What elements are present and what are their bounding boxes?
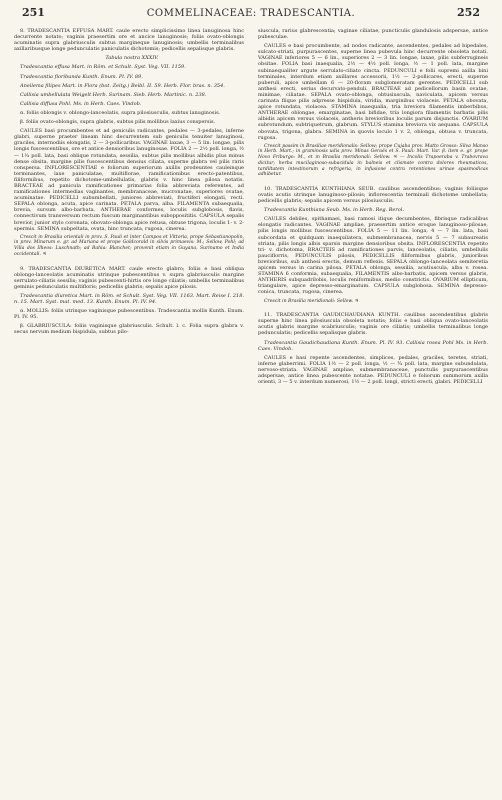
continued-text: siuscula, rarius glabrescentia; vaginae ciliatae, puncticulis glandulosis adspersae, antice pubesculae. — [258, 28, 488, 41]
description: CAULES e basi repente ascendentes, simplices, pedales, graciles, teretes, striati, inferne glaberrimi. FOLIA 1½ — 2 poll. longa, ½ — ¾ poll. lata, margine subundulata, nervoso-striata. VAGINAE ampliae, submembranaceae, punctulis purpurascentibus adspersae, antice linea pubescente notatae. PEDUNCULI e foliorum summorum axilla orienti, 3 — 5 v. interdum numerosi, 1½ — 2 poll. longi, stricti erecti, glabri. PEDICELLI — [258, 354, 488, 386]
description: CAULES e basi procumbente, ad nodos radicante, ascendentes, pedales ad bipedales, sulcato-striati, purpurascentes, superne linea pubevula hinc decurrente obsoleta notati. VAGINAE inferiores 5 — 6 lin., superiores 2 — 3 lin. longae, laxae, pilis subferrugineis obsitae. FOLIA basi inaequalia, 2½ — 4½ poll. longa, ½ — 1 poll. lata, margine subinaequaliter argute serrulato-ciliato cincta. PEDUNCULI e folii supremi axilla bini terminales, interdum etiam axillares accessorii, 1½ — 2-pollicares, erecti, superne puberuli, apice umbellam 6 — 20-floram subglomeratam gerentes. PEDICELLI sub anthesi erecti, serius decurvato-penduli. BRACTEAE ad pedicellorum basin ovatae, minimae, ciliatae. SEPALA ovato-oblonga, obtusiuscula, naviculata, apicem versus carinata flique pilis adpresse hispidula, viridia, marginibus violaceis. PETALA obovata, apice rotundata, violacea. STAMINA inaequalia, tria breviora filamentis imberbibus, ANTHERAE oblongae, emarginatae, basi bifidae, tria longiora filamentis barbatis pilis albidis apicem versus violaceis, antheris brevioribus loculis parum disjunctis. OVARIUM subrotundum, subtriquetrum, glabrum. STYLUS stamina breviora vix aequans. CAPSULA obovata, trigona, glabra. SEMINA in quovis loculo 1 v. 2, oblonga, obtusa v. truncata, rugosa. — [258, 43, 488, 141]
species-9-diagnosis: 9. TRADESCANTIA DIURETICA MART. caule erecto glabro; foliis e basi obliqua oblongo-lanceolatis acuminatis utrinque pubescentibus v. supra glabriusculis margine serrulato-ciliatis sessilis; vaginis pubescenti-hirtis ore longe ciliatis; umbellis terminalibus geminis pedunculatis multifloris; pedicellis glabris; sepalis apice pilosis. — [14, 265, 244, 290]
page-number-left: 251 — [22, 6, 45, 19]
right-column — [258, 28, 488, 388]
synonym: Callisia umbellulata Weigelt Herb. Surinam. Sieb. Herb. Martinic. n. 238. — [20, 91, 207, 98]
page-number-right: 252 — [457, 6, 480, 19]
synonym: Callisia diffusa Pohl. Ms. in Herb. Caes. Vindob. — [20, 100, 142, 107]
synonym: Tradescantia diuretica Mart. in Röm. et Schult. Syst. Veg. VII. 1163. Mart. Reise I. 218. n. 15. Mart. Syst. mat. med. 13. Kunth. Enum. Pl. IV. 94. — [14, 292, 244, 305]
variety-alpha: α. foliis oblongis v. oblongo-lanceolatis, supra pilosiusculis, subtus lanuginosis. — [20, 109, 221, 116]
habitat: Crescit in Brasilia orientali in prov. S. Pauli et inter Campos et Vittoria, prope Sebastianopolin, in prov. Minarum e. gr. ad Mariana et prope Goldcorald in silvis primaevis: M.; Sellow, Pohl; ad Villa dos Ilheos: Luschnath; ad Bahia: Blanchet; provenit etiam in Guyana, Surinamo et India occidentali. ♃ — [14, 234, 244, 257]
species-10-diagnosis: 10. TRADESCANTIA KUNTHIANA SEUB. caulibus ascendentibus; vaginis foliisque ovatis acutis utrinque lanuginoso-pilosis; inflorescentia terminali dichotome umbellata; pedicellis glabris; sepalis apicem versus pilosiusculis. — [258, 185, 488, 205]
variety-alpha: α. MOLLIS: foliis utrinque vaginisque pubescentibus. Tradescantia mollis Kunth. Enum. Pl. IV. 95. — [14, 308, 244, 321]
description: CAULES basi procumbentes et ad geniculis radicantes, pedales — 3-pedales, inferne glabri, superne praeter lineam hinc decurrentem sub geniculis tenuiter lanuginosi, graciles, internodiis elongatis, 2 — 3-pollicaribus. VAGINAE laxae, 3 — 5 lin. longae, pilis longis fuscescentibus, ore et antice densioribus lanuginosae. FOLIA 2 — 2½ poll. longa, ½ — 1¼ poll. lata, basi oblique rotundata, sessilia, subtus pilis mollibus albidis plus minus dense obsita, margine pilis fuscescentibus densius ciliata, superne glabra vel pilis raris conspersa. INFLORESCENTIAE e foliorum superiorum axillis prodeuntes cauleinque terminantes, laxe paniculatae, multiflorae, ramificationibus erecto-patentibus, filiformibus, repetito dichotome-umbellulatis, glabris v. hinc linea pilosa notatis. BRACTEAE ad panicula ramificationes primarias folia abbreviata referentes, ad ramificationes intermedias vaginantes, membranaceae, mucronatae, superiores ovatae, acuminatae. PEDICELLI subumbellati, juniores abbreviati, fructiferi elongati, recti. SEPALA oblonga, acuta, apice carinata. PETALA parva, alba. FILAMENTA subaequalia, brevia, sursum albo-barbata. ANTHERAE conformes, loculis subglobosis, flavis, connectivum transversum rectum fuscum marginantibus subopposititis. CAPSULA sepalis brevior, junior stylo coronata, obovato-oblonga apice retusa, obtuse trigona, loculis 1- v. 2-spermis. SEMINA subpeltata, ovata, hinc truncata, rugosa, cinerea. — [14, 128, 244, 232]
running-header — [14, 6, 488, 24]
habitat: Crescit passim in Brasiliae meridionalis: Sellow; prope Cujaba prov. Matto Grosso: Silva Manso in Herb. Mart.; in graminosis udis prov. Minas Geraës et S. Pauli: Mart. Var. β. item e. gr. prope Novo Friburgo: M., et in Brasilia meridionali: Sellow. ♃ — Incolis Trapoeraba v. Trabovrava dicitur; herba mucilaginoso-subacidula in balneis et clismate contra dolores rheumaticos, tardiltatem intestinorum a refrigeria, in infusione contra retentiones urinae spasmodicas adhibetur. — [258, 143, 488, 178]
species-8-diagnosis: 8. TRADESCANTIA EFFUSA MART. caule erecto simplicissimo linea lanuginosa hinc decurrente notato; vaginis praesertim ore et ancice lanuginosis; foliis ovato-oblongis acuminatis supra glabriusculis subtus margineque lanuginosis; umbellis terminalibus axillaribusque longe pedunculatis paniculatis dichotomis; pedicellis sepalisque glabris. — [14, 28, 244, 53]
description: CAULES debiles, spithamaei, basi ramosi itique decumbentes, fibrisque radicalibus elongatis radicantes. VAGINAE ampliae, praesertim antice eroque lanuginoso-pilosae, pilis longis mollibus fuscescentibus. FOLIA 5 — 11 lin. longa, 4 — 7 lin. lata, basi subcordata et quidquam inaequilatera, submembranacea, nervis 5 — 7 subaureatis striata, pilis longis albis sparsis margine densioribus obsita. INFLORESCENTIA repetito tri- v. dichotoma, BRACTEIS ad ramificationes parvis, lanceolatis, ciliatis, umbellulis pauciflorris, PEDUNCULIS pilosis, PEDICELLIS filiformibus glabris, junioribus brevioribus, sub anthesi erectis, demum reflexis. SEPALA oblongo-lanceolata semiteretia apicem versus in carina pilosa. PETALA oblonga, sessilia, acutiuscula, alba v. rosea. STAMINA 6 conformia, subaequalia, FILAMENTIS albo-barbatis, apicem versus glabris, ANTHERIS subquadrilobis, loculis reniformibus, medio constrictis. OVARIUM ellipticum, triangulare, apice depresso-emarginatum. CAPSULA subglobosa. SEMINA depresso-conica, truncata, rugosa, cinerea. — [258, 216, 488, 296]
synonym: Tradescantia Kunthiana Seub. Ms. in Herb. Reg. Berol. — [264, 207, 404, 214]
habitat: Crescit in Brasilia meridionali: Sellow. ♃ — [264, 298, 359, 304]
synonym: Tradescantia Gaudichaudiana Kunth. Enum. Pl. IV. 93. Callisia rosea Pohl Ms. in Herb. Caes. Vindob. — [258, 339, 488, 352]
left-column — [14, 28, 244, 388]
synonym: Tradescantia effusa Mart. in Röm. et Schult. Syst. Veg. VII. 1159. — [20, 64, 186, 71]
synonym: Tradescantia floribunda Kunth. Enum. Pl. IV. 89. — [20, 73, 143, 80]
synonym: Aneilema filipes Mart. in Flora (bot. Zeitg.) Beibl. II. 59. Herb. Flor. bras. n. 354. — [20, 82, 225, 89]
two-column-body — [14, 28, 488, 388]
species-11-diagnosis: 11. TRADESCANTIA GAUDICHAUDIANA KUNTH. caulibus ascendentibus glabris superne hinc linea pilosiuscula obsoleta notatis; foliis e basi obliqua ovato-lanceolatis acutis glabris margine scabriusculis; vaginis ore ciliatis; umbellis terminalibus longe pedunculatis; pedicellis sepalisque glabris. — [258, 312, 488, 337]
running-title: COMMELINACEAE: TRADESCANTIA. — [146, 8, 356, 19]
plate-reference: Tabula nostra XXXIV. — [105, 55, 159, 62]
variety-beta: β. GLABRIUSCULA: foliis vaginisque glabriusculis. Schult. l. c. Folia supra glabra v. secus nervum medium bispidula, subtus pilo- — [14, 323, 244, 336]
variety-beta: β. foliis ovato-oblongis, supra glabris, subtus pilis mollibus laxius conspersis. — [20, 119, 216, 126]
